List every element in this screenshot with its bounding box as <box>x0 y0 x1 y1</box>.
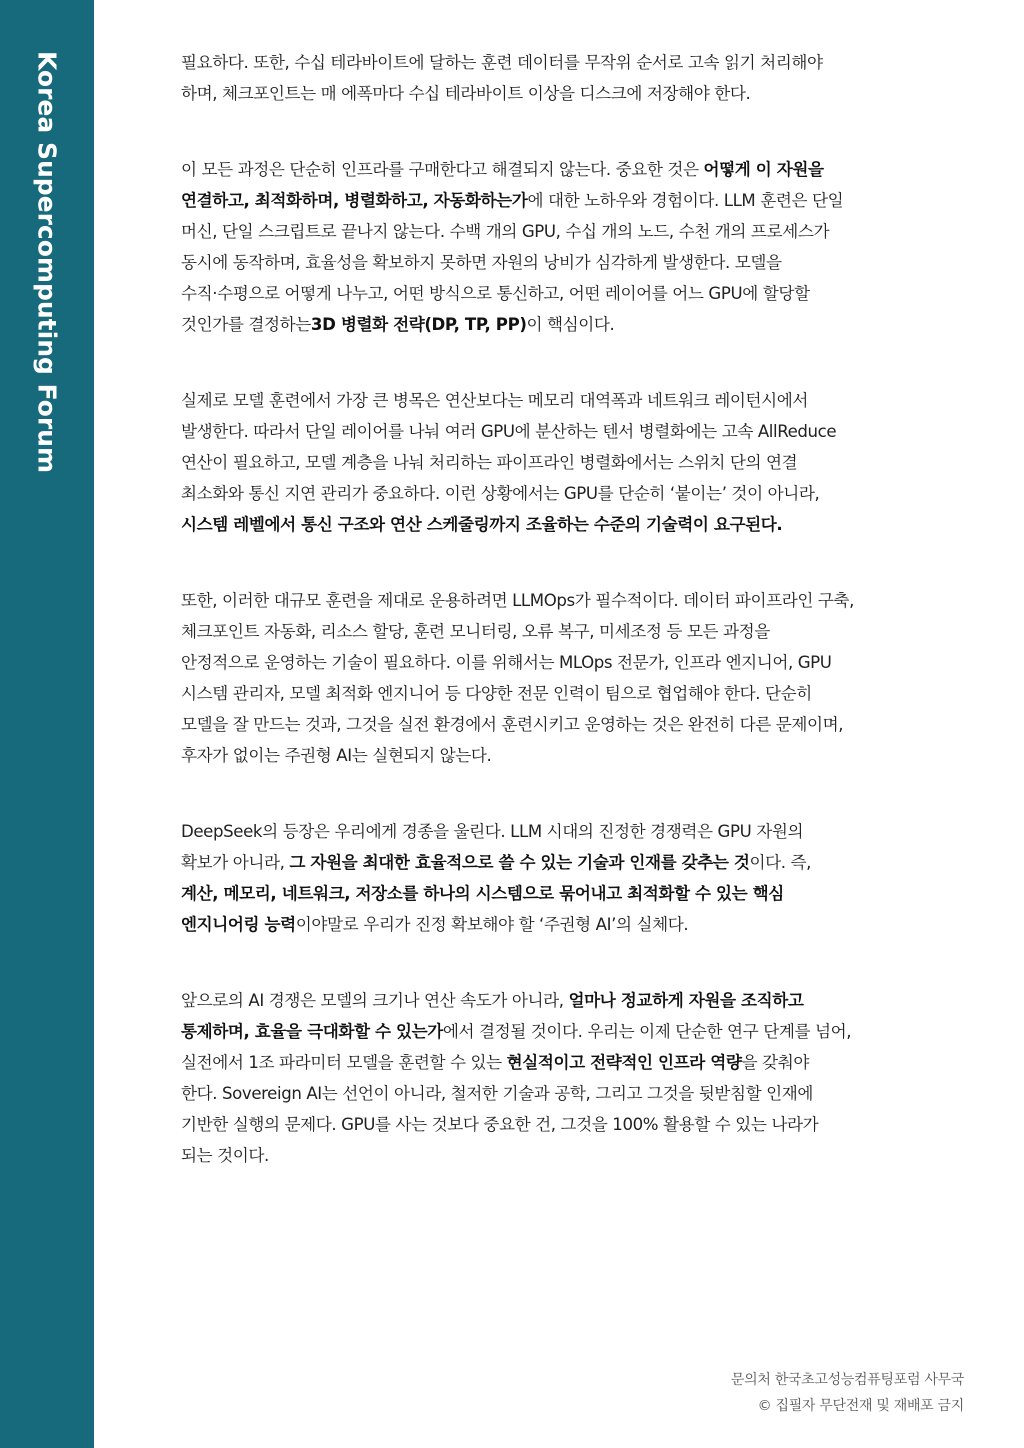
text-run: 되는 것이다. <box>181 1146 269 1165</box>
paragraph-2 <box>181 154 981 340</box>
text-run: 한다. Sovereign AI는 선언이 아니라, 철저한 기술과 공학, 그리고 그것을 뒷받침할 인재에 <box>181 1084 814 1103</box>
text-run: 것인가를 결정하는 <box>181 315 311 334</box>
bold-text: 3D 병렬화 전략(DP, TP, PP) <box>310 315 527 334</box>
text-line <box>181 1109 981 1140</box>
text-run: 모델을 잘 만드는 것과, 그것을 실전 환경에서 훈련시키고 운영하는 것은 완전히 다른 문제이며, <box>181 715 844 734</box>
text-run: 기반한 실행의 문제다. GPU를 사는 것보다 중요한 건, 그것을 100% 활용할 수 있는 나라가 <box>181 1115 819 1134</box>
sidebar-band <box>0 0 94 1448</box>
paragraph-3 <box>181 385 981 540</box>
text-line <box>181 509 981 540</box>
text-run: 발생한다. 따라서 단일 레이어를 나눠 여러 GPU에 분산하는 텐서 병렬화에는 고속 AllReduce <box>181 422 837 441</box>
text-run: 필요하다. 또한, 수십 테라바이트에 달하는 훈련 데이터를 무작위 순서로 고속 읽기 처리해야 <box>181 53 823 72</box>
text-run: 후자가 없이는 주권형 AI는 실현되지 않는다. <box>181 746 492 765</box>
text-run: 체크포인트 자동화, 리소스 할당, 훈련 모니터링, 오류 복구, 미세조정 등 모든 과정을 <box>181 622 770 641</box>
text-line <box>181 47 981 78</box>
footer-copyright: © 집필자 무단전재 및 재배포 금지 <box>757 1398 964 1414</box>
bold-text: 엔지니어링 능력 <box>181 915 296 934</box>
text-line <box>181 709 981 740</box>
bold-text: 통제하며, 효율을 극대화할 수 있는가 <box>181 1022 443 1041</box>
text-run: 앞으로의 AI 경쟁은 모델의 크기나 연산 속도가 아니라, <box>181 991 569 1010</box>
bold-text: 어떻게 이 자원을 <box>703 160 824 179</box>
bold-text: 계산, 메모리, 네트워크, 저장소를 하나의 시스템으로 묶어내고 최적화할 수 있는 핵심 <box>181 884 784 903</box>
text-line <box>181 78 981 109</box>
text-line <box>181 847 981 878</box>
text-line <box>181 278 981 309</box>
text-run: 이 모든 과정은 단순히 인프라를 구매한다고 해결되지 않는다. 중요한 것은 <box>181 160 704 179</box>
text-line <box>181 740 981 771</box>
text-line <box>181 309 981 340</box>
text-run: 하며, 체크포인트는 매 에폭마다 수십 테라바이트 이상을 디스크에 저장해야 한다. <box>181 84 751 103</box>
paragraph-4 <box>181 585 981 771</box>
text-line <box>181 247 981 278</box>
text-line <box>181 1016 981 1047</box>
text-run: 수직·수평으로 어떻게 나누고, 어떤 방식으로 통신하고, 어떤 레이어를 어느 GPU에 할당할 <box>181 284 810 303</box>
text-run: 이다. 즉, <box>749 853 812 872</box>
text-run: 동시에 동작하며, 효율성을 확보하지 못하면 자원의 낭비가 심각하게 발생한다. 모델을 <box>181 253 782 272</box>
text-line <box>181 985 981 1016</box>
footer <box>731 1367 964 1419</box>
bold-text: 시스템 레벨에서 통신 구조와 연산 스케줄링까지 조율하는 수준의 기술력이 요구된다. <box>181 515 783 534</box>
text-line <box>181 154 981 185</box>
text-line <box>181 416 981 447</box>
text-line <box>181 1140 981 1171</box>
paragraph-1 <box>181 47 981 109</box>
bold-text: 연결하고, 최적화하며, 병렬화하고, 자동화하는가 <box>181 191 528 210</box>
text-run: 안정적으로 운영하는 기술이 필요하다. 이를 위해서는 MLOps 전문가, 인프라 엔지니어, GPU <box>181 653 832 672</box>
text-line <box>181 678 981 709</box>
text-run: 에 대한 노하우와 경험이다. LLM 훈련은 단일 <box>527 191 844 210</box>
text-run: 실전에서 1조 파라미터 모델을 훈련할 수 있는 <box>181 1053 507 1072</box>
text-run: 연산이 필요하고, 모델 계층을 나눠 처리하는 파이프라인 병렬화에서는 스위치 단의 연결 <box>181 453 798 472</box>
bold-text: 얼마나 정교하게 자원을 조직하고 <box>568 991 804 1010</box>
text-line <box>181 216 981 247</box>
paragraph-5 <box>181 816 981 940</box>
text-line <box>181 1047 981 1078</box>
text-line <box>181 616 981 647</box>
text-run: 에서 결정될 것이다. 우리는 이제 단순한 연구 단계를 넘어, <box>442 1022 852 1041</box>
paragraph-6 <box>181 985 981 1171</box>
bold-text: 현실적이고 전략적인 인프라 역량 <box>506 1053 742 1072</box>
text-line <box>181 1078 981 1109</box>
text-line <box>181 878 981 909</box>
text-line <box>181 585 981 616</box>
text-run: 시스템 관리자, 모델 최적화 엔지니어 등 다양한 전문 인력이 팀으로 협업해야 한다. 단순히 <box>181 684 812 703</box>
text-line <box>181 478 981 509</box>
footer-contact: 문의처 한국초고성능컴퓨팅포럼 사무국 <box>730 1372 964 1388</box>
text-line <box>181 447 981 478</box>
body-text <box>181 47 981 1216</box>
text-run: 이야말로 우리가 진정 확보해야 할 ‘주권형 AI’의 실체다. <box>295 915 689 934</box>
text-line <box>181 909 981 940</box>
sidebar-title: Korea Supercomputing Forum <box>32 50 62 474</box>
text-run: 머신, 단일 스크립트로 끝나지 않는다. 수백 개의 GPU, 수십 개의 노드, 수천 개의 프로세스가 <box>181 222 830 241</box>
text-run: DeepSeek의 등장은 우리에게 경종을 울린다. LLM 시대의 진정한 경쟁력은 GPU 자원의 <box>181 822 804 841</box>
text-line <box>181 185 981 216</box>
text-run: 실제로 모델 훈련에서 가장 큰 병목은 연산보다는 메모리 대역폭과 네트워크 레이턴시에서 <box>181 391 809 410</box>
text-run: 을 갖춰야 <box>741 1053 809 1072</box>
bold-text: 그 자원을 최대한 효율적으로 쓸 수 있는 기술과 인재를 갖추는 것 <box>289 853 750 872</box>
text-run: 확보가 아니라, <box>181 853 290 872</box>
text-run: 이 핵심이다. <box>526 315 615 334</box>
text-line <box>181 816 981 847</box>
text-line <box>181 385 981 416</box>
text-line <box>181 647 981 678</box>
text-run: 또한, 이러한 대규모 훈련을 제대로 운용하려면 LLMOps가 필수적이다. 데이터 파이프라인 구축, <box>181 591 855 610</box>
text-run: 최소화와 통신 지연 관리가 중요하다. 이런 상황에서는 GPU를 단순히 ‘붙이는’ 것이 아니라, <box>181 484 820 503</box>
